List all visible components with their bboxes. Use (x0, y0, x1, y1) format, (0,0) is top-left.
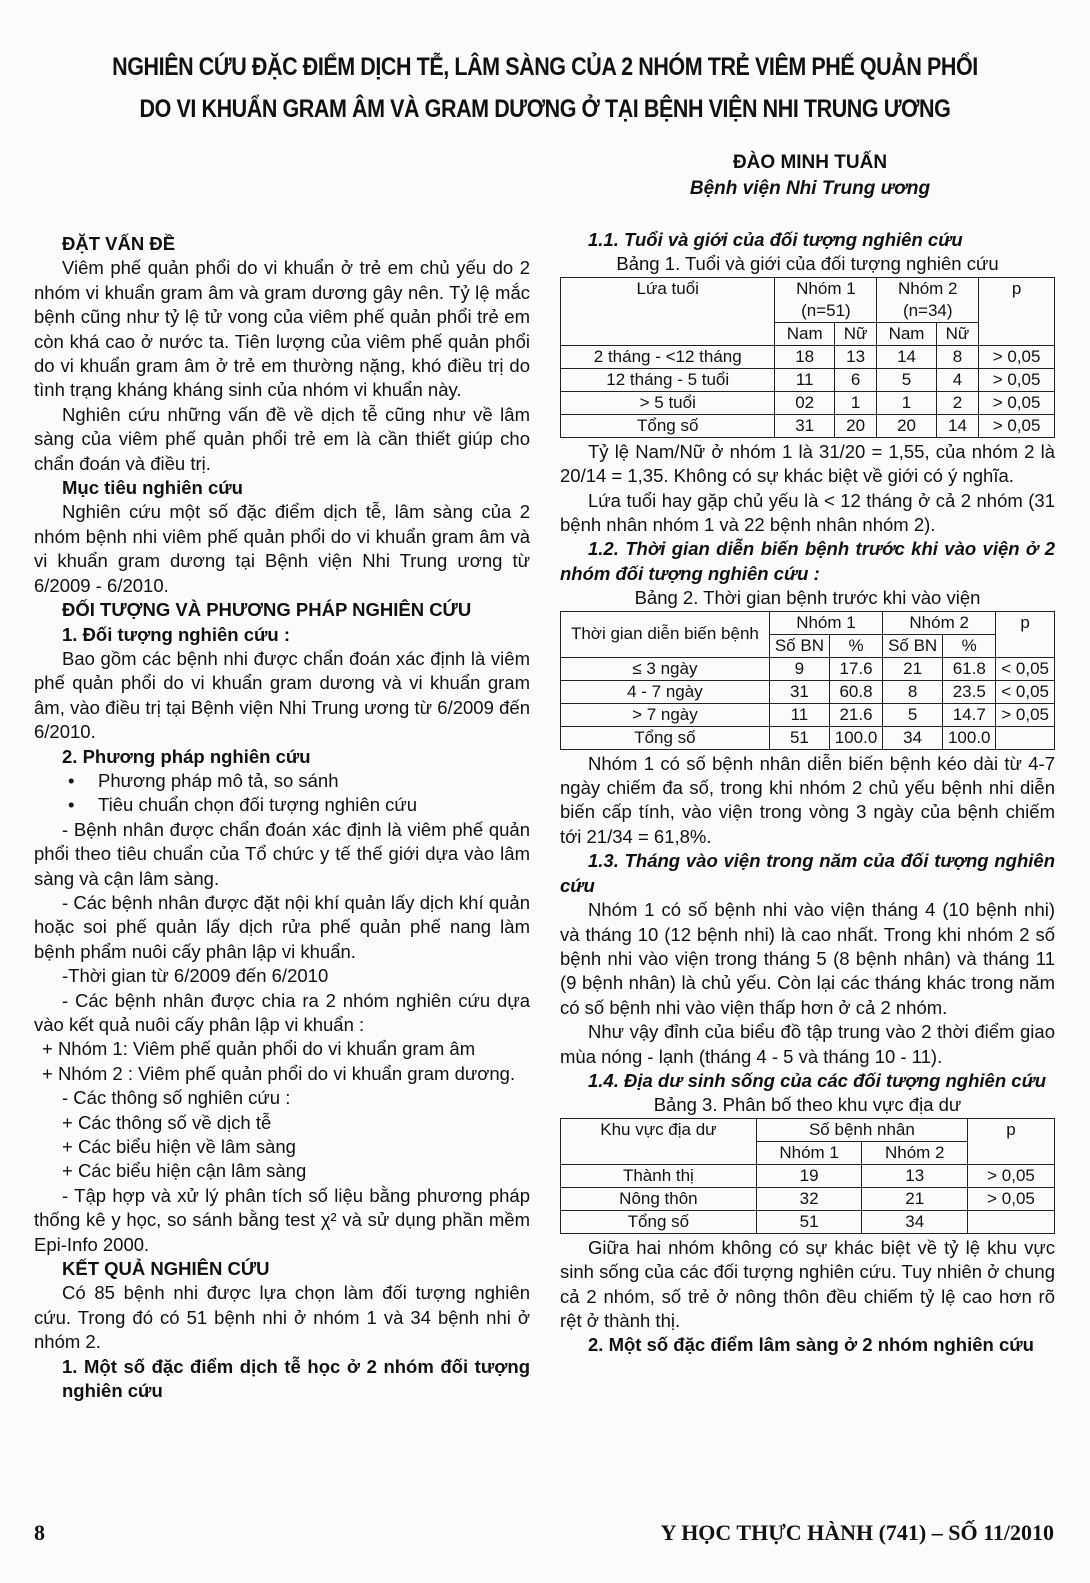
table-cell: 20 (834, 414, 876, 437)
paragraph: Nghiên cứu một số đặc điểm dịch tễ, lâm sàng của 2 nhóm bệnh nhi viêm phế quản phổi do vi khuẩn gram âm và vi khuẩn gram dương tại Bệnh viện Nhi Trung ương từ 6/2009 - 6/2010. (34, 501, 530, 596)
table-row (561, 368, 1055, 391)
paragraph: + Các biểu hiện về lâm sàng (62, 1136, 296, 1158)
paragraph: Có 85 bệnh nhi được lựa chọn làm đối tượng nghiên cứu. Trong đó có 51 bệnh nhi ở nhóm 1 và 34 bệnh nhi ở nhóm 2. (34, 1282, 530, 1353)
table-header: Thời gian diễn biến bệnh (561, 611, 770, 657)
table-cell: ≤ 3 ngày (561, 657, 770, 680)
table-cell: 14 (877, 345, 936, 368)
section-heading: Mục tiêu nghiên cứu (62, 477, 243, 499)
paragraph: - Các bệnh nhân được đặt nội khí quản lấy dịch khí quản hoặc soi phế quản lấy dịch rửa phế quản phế nang làm bệnh phẩm nuôi cấy phân lập vi khuẩn. (34, 891, 530, 962)
table-cell: 20 (877, 414, 936, 437)
table-row (561, 345, 1055, 368)
table-cell: 1 (877, 391, 936, 414)
table-row (561, 726, 1055, 749)
table-header: Nhóm 1 (769, 611, 882, 634)
table-cell: 21.6 (829, 703, 882, 726)
article-title (111, 46, 980, 130)
table-cell: 18 (775, 345, 834, 368)
table-header: Nhóm 2 (883, 611, 996, 634)
paragraph: - Các bệnh nhân được chia ra 2 nhóm nghiên cứu dựa vào kết quả nuôi cấy phân lập vi khuẩn : (34, 989, 530, 1035)
table-row (561, 703, 1055, 726)
table-row (561, 1210, 1055, 1233)
table-cell: > 0,05 (968, 1164, 1055, 1187)
table-cell: > 0,05 (968, 1187, 1055, 1210)
section-heading: ĐẶT VẤN ĐỀ (62, 233, 176, 254)
table-header: Nhóm 1 (n=51) (775, 277, 877, 322)
table-cell: 14.7 (943, 703, 996, 726)
paragraph: Giữa hai nhóm không có sự khác biệt về tỷ lệ khu vực sinh sống của các đối tượng nghiên cứu. Tuy nhiên ở chung cả 2 nhóm, số trẻ ở nông thôn đều chiếm tỷ lệ cao hơn rõ rệt ở thành thị. (560, 1236, 1055, 1331)
subsection-heading: 1.3. Tháng vào viện trong năm của đối tượng nghiên cứu (560, 850, 1055, 896)
table-header: p (979, 277, 1055, 345)
right-column (560, 228, 1055, 1358)
subsection-heading: 1.4. Địa dư sinh sống của các đối tượng nghiên cứu (588, 1069, 1047, 1091)
paragraph: Viêm phế quản phổi do vi khuẩn ở trẻ em chủ yếu do 2 nhóm vi khuẩn gram âm và gram dương gây nên. Tỷ lệ mắc bệnh cũng như tỷ lệ tử vong của viêm phế quản phổi trẻ em còn khá cao ở nước ta. Tiên lượng của viêm phế quản phổi do vi khuẩn gram âm ở trẻ em thường nặng, khó điều trị do tình trạng kháng kháng sinh của nhóm vi khuẩn này. (34, 257, 530, 401)
table-cell: > 7 ngày (561, 703, 770, 726)
paragraph: - Tập hợp và xử lý phân tích số liệu bằng phương pháp thống kê y học, so sánh bằng test χ² và sử dụng phần mềm Epi-Info 2000. (34, 1184, 530, 1255)
table-cell: < 0,05 (996, 680, 1055, 703)
table-cell: 4 - 7 ngày (561, 680, 770, 703)
table-cell: 61.8 (943, 657, 996, 680)
table-cell: 13 (834, 345, 876, 368)
table-header: p (996, 611, 1055, 657)
table-cell: 100.0 (829, 726, 882, 749)
table-header: Nam (877, 322, 936, 345)
table-cell: 17.6 (829, 657, 882, 680)
table-cell: Tổng số (561, 414, 775, 437)
bullet-text: Tiêu chuẩn chọn đối tượng nghiên cứu (98, 794, 418, 816)
table-cell: 6 (834, 368, 876, 391)
table-cell: 21 (883, 657, 943, 680)
table-header: Nhóm 2 (n=34) (877, 277, 979, 322)
section-heading: 1. Một số đặc điểm dịch tễ học ở 2 nhóm đối tượng nghiên cứu (62, 1355, 530, 1402)
table-cell: > 0,05 (979, 414, 1055, 437)
table-cell: 11 (775, 368, 834, 391)
paragraph: + Nhóm 1: Viêm phế quản phổi do vi khuẩn gram âm (42, 1038, 476, 1060)
table-cell: 02 (775, 391, 834, 414)
table-cell: 8 (883, 680, 943, 703)
table-cell: 19 (756, 1164, 862, 1187)
title-line: NGHIÊN CỨU ĐẶC ĐIỂM DỊCH TỄ, LÂM SÀNG CỦA 2 NHÓM TRẺ VIÊM PHẾ QUẢN PHỔI (112, 53, 978, 81)
paragraph: + Nhóm 2 : Viêm phế quản phổi do vi khuẩn gram dương. (42, 1062, 516, 1084)
section-heading: 2. Một số đặc điểm lâm sàng ở 2 nhóm nghiên cứu (588, 1334, 1034, 1356)
paragraph: Nhóm 1 có số bệnh nhi vào viện tháng 4 (10 bệnh nhi) và tháng 10 (12 bệnh nhi) là cao nhất. Trong khi nhóm 2 số bệnh nhi vào viện trong tháng 5 (8 bệnh nhân) và tháng 11 (9 bệnh nhân) là chủ yếu. Còn lại các tháng khác trong năm có số bệnh nhi vào viện thấp hơn ở cả 2 nhóm. (560, 899, 1055, 1018)
paragraph: Bao gồm các bệnh nhi được chẩn đoán xác định là viêm phế quản phổi do vi khuẩn gram dương và vi khuẩn gram âm, vào điều trị tại Bệnh viện Nhi Trung ương từ 6/2009 đến 6/2010. (34, 647, 530, 743)
paragraph: Như vậy đỉnh của biểu đồ tập trung vào 2 thời điểm giao mùa nóng - lạnh (tháng 4 - 5 và tháng 10 - 11). (560, 1021, 1055, 1067)
table-cell: Thành thị (561, 1164, 757, 1187)
table-caption: Bảng 2. Thời gian bệnh trước khi vào viện (634, 587, 981, 609)
paragraph: Nghiên cứu những vấn đề về dịch tễ cũng như về lâm sàng của viêm phế quản phổi trẻ em là cần thiết giúp cho chẩn đoán và điều trị. (34, 403, 530, 474)
section-heading: 1. Đối tượng nghiên cứu : (62, 623, 291, 645)
table-cell: Nông thôn (561, 1187, 757, 1210)
table-cell: 5 (883, 703, 943, 726)
subsection-heading: 1.2. Thời gian diễn biến bệnh trước khi vào viện ở 2 nhóm đối tượng nghiên cứu : (560, 538, 1055, 584)
table-cell: 5 (877, 368, 936, 391)
paragraph: Tỷ lệ Nam/Nữ ở nhóm 1 là 31/20 = 1,55, của nhóm 2 là 20/14 = 1,35. Không có sự khác biệt về giới có ý nghĩa. (560, 440, 1055, 487)
paragraph: + Các thông số về dịch tễ (62, 1111, 272, 1133)
table-header: Khu vực địa dư (561, 1118, 757, 1164)
table-header: % (943, 634, 996, 657)
table-header: Nữ (834, 322, 876, 345)
table-header: Số BN (769, 634, 829, 657)
journal-footer: Y HỌC THỰC HÀNH (741) – SỐ 11/2010 (660, 1520, 1054, 1545)
table-cell: 8 (936, 345, 978, 368)
paragraph: + Các biểu hiện cận lâm sàng (62, 1160, 307, 1182)
table-duration (560, 611, 1055, 750)
table-header: Nữ (936, 322, 978, 345)
bullet-text: Phương pháp mô tả, so sánh (98, 769, 339, 791)
table-age-sex (560, 277, 1055, 438)
table-header: Lứa tuổi (561, 277, 775, 345)
table-cell: 51 (756, 1210, 862, 1233)
paragraph: Lứa tuổi hay gặp chủ yếu là < 12 tháng ở cả 2 nhóm (31 bệnh nhân nhóm 1 và 22 bệnh nhân nhóm 2). (560, 489, 1055, 536)
table-cell: > 0,05 (979, 368, 1055, 391)
title-line: DO VI KHUẨN GRAM ÂM VÀ GRAM DƯƠNG Ở TẠI BỆNH VIỆN NHI TRUNG ƯƠNG (139, 95, 951, 123)
table-cell: 51 (769, 726, 829, 749)
table-header: Nhóm 1 (756, 1141, 862, 1164)
bullet-item: • Phương pháp mô tả, so sánh (68, 769, 339, 791)
paragraph: - Các thông số nghiên cứu : (62, 1087, 291, 1109)
page-number: 8 (34, 1520, 45, 1545)
author-name: ĐÀO MINH TUẤN (732, 152, 888, 173)
table-cell: 34 (862, 1210, 968, 1233)
table-row (561, 414, 1055, 437)
table-caption: Bảng 3. Phân bố theo khu vực địa dư (653, 1094, 962, 1116)
table-header: Số bệnh nhân (756, 1118, 967, 1141)
table-cell: 4 (936, 368, 978, 391)
table-cell: > 5 tuổi (561, 391, 775, 414)
section-heading: KẾT QUẢ NGHIÊN CỨU (62, 1258, 270, 1280)
table-header: % (829, 634, 882, 657)
table-area (560, 1118, 1055, 1234)
paragraph: -Thời gian từ 6/2009 đến 6/2010 (62, 965, 329, 987)
subsection-heading: 1.1. Tuổi và giới của đối tượng nghiên cứu (588, 229, 963, 250)
table-cell: 2 tháng - <12 tháng (561, 345, 775, 368)
table-caption: Bảng 1. Tuổi và giới của đối tượng nghiên cứu (616, 253, 999, 275)
table-cell: 2 (936, 391, 978, 414)
table-cell: 60.8 (829, 680, 882, 703)
table-cell: Tổng số (561, 1210, 757, 1233)
table-row (561, 391, 1055, 414)
table-cell: 32 (756, 1187, 862, 1210)
table-cell: > 0,05 (979, 345, 1055, 368)
table-row (561, 680, 1055, 703)
table-cell: 12 tháng - 5 tuổi (561, 368, 775, 391)
left-column (34, 232, 530, 1404)
table-cell: 13 (862, 1164, 968, 1187)
table-header: Nhóm 2 (862, 1141, 968, 1164)
table-cell: 100.0 (943, 726, 996, 749)
table-cell (968, 1210, 1055, 1233)
paragraph: - Bệnh nhân được chẩn đoán xác định là viêm phế quản phổi theo tiêu chuẩn của Tổ chức y tế thế giới dựa vào lâm sàng và cận lâm sàng. (34, 818, 530, 889)
table-cell: 23.5 (943, 680, 996, 703)
table-header: Số BN (883, 634, 943, 657)
table-cell: 1 (834, 391, 876, 414)
author-block (560, 150, 1060, 202)
table-cell: 14 (936, 414, 978, 437)
table-header: p (968, 1118, 1055, 1164)
table-cell: < 0,05 (996, 657, 1055, 680)
table-cell: 31 (775, 414, 834, 437)
table-cell: 21 (862, 1187, 968, 1210)
table-cell (996, 726, 1055, 749)
bullet-item: • Tiêu chuẩn chọn đối tượng nghiên cứu (68, 794, 418, 816)
table-cell: 11 (769, 703, 829, 726)
table-row (561, 1164, 1055, 1187)
paragraph: Nhóm 1 có số bệnh nhân diễn biến bệnh kéo dài từ 4-7 ngày chiếm đa số, trong khi nhóm 2 chủ yếu bệnh nhi diễn biến cấp tính, vào viện trong vòng 3 ngày của bệnh chiếm tới 21/34 = 61,8%. (560, 752, 1055, 847)
table-header: Nam (775, 322, 834, 345)
section-heading: 2. Phương pháp nghiên cứu (62, 745, 311, 767)
author-affiliation: Bệnh viện Nhi Trung ương (689, 178, 931, 199)
table-row (561, 1187, 1055, 1210)
section-heading: ĐỐI TƯỢNG VÀ PHƯƠNG PHÁP NGHIÊN CỨU (62, 599, 472, 621)
table-row (561, 657, 1055, 680)
table-cell: 9 (769, 657, 829, 680)
table-cell: 34 (883, 726, 943, 749)
table-cell: 31 (769, 680, 829, 703)
table-cell: Tổng số (561, 726, 770, 749)
table-cell: > 0,05 (996, 703, 1055, 726)
table-cell: > 0,05 (979, 391, 1055, 414)
